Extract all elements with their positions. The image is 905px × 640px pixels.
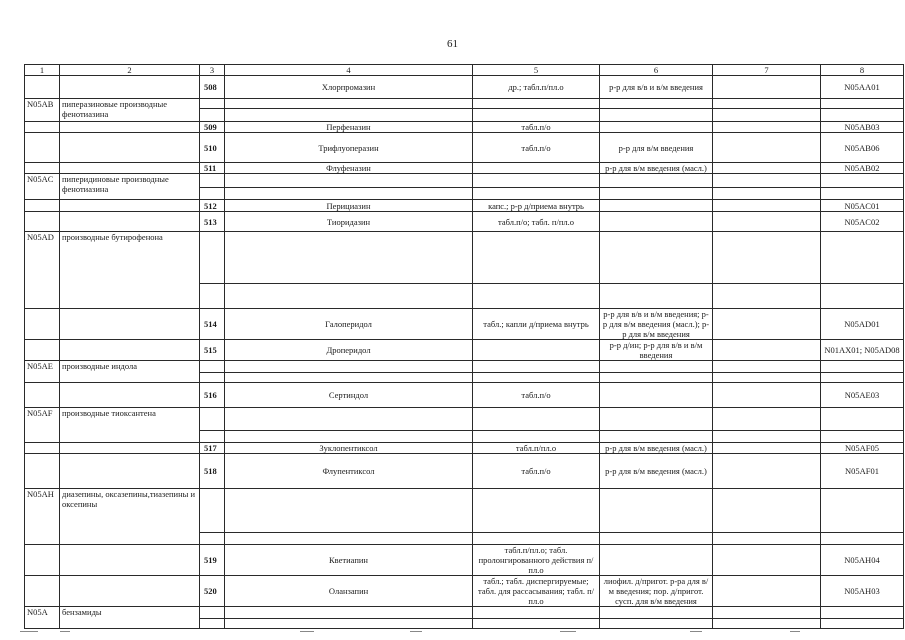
column-header: 7 — [713, 65, 821, 76]
empty-cell — [200, 619, 225, 629]
empty-cell — [473, 188, 600, 200]
empty-cell — [473, 232, 600, 284]
empty-cell — [600, 431, 713, 443]
dosage-form: табл.п/о — [473, 133, 600, 163]
empty-cell — [60, 576, 200, 607]
empty-cell — [225, 373, 473, 383]
empty-cell — [60, 309, 200, 340]
empty-cell — [225, 174, 473, 188]
empty-cell — [473, 361, 600, 373]
group-row — [25, 99, 904, 109]
empty-cell — [60, 454, 200, 489]
drug-row — [25, 163, 904, 174]
empty-cell — [25, 340, 60, 361]
dosage-form: табл.п/пл.о — [473, 443, 600, 454]
empty-cell — [25, 133, 60, 163]
empty-cell — [25, 76, 60, 99]
empty-cell — [473, 607, 600, 619]
drug-name: Перициазин — [225, 200, 473, 212]
dosage-form: табл.п/о — [473, 122, 600, 133]
empty-cell — [473, 109, 600, 122]
atc-code: N05AC01 — [821, 200, 904, 212]
empty-cell — [60, 212, 200, 232]
empty-cell — [60, 76, 200, 99]
empty-cell — [713, 619, 821, 629]
empty-cell — [821, 431, 904, 443]
empty-cell — [25, 212, 60, 232]
empty-cell — [225, 533, 473, 545]
group-description: пиперазиновые производные фенотиазина — [60, 99, 200, 122]
empty-cell — [25, 576, 60, 607]
empty-cell — [473, 489, 600, 533]
group-description: производные бутирофенона — [60, 232, 200, 309]
empty-cell — [713, 109, 821, 122]
empty-cell — [473, 174, 600, 188]
group-code: N05AH — [25, 489, 60, 545]
empty-cell — [713, 174, 821, 188]
group-code: N05AD — [25, 232, 60, 309]
drug-number: 519 — [200, 545, 225, 576]
drug-number: 512 — [200, 200, 225, 212]
atc-code: N01AX01; N05AD08 — [821, 340, 904, 361]
injection-form — [600, 545, 713, 576]
empty-cell — [821, 373, 904, 383]
group-description: производные тиоксантена — [60, 408, 200, 443]
empty-cell — [713, 188, 821, 200]
drug-number: 509 — [200, 122, 225, 133]
empty-cell — [25, 454, 60, 489]
drug-number: 516 — [200, 383, 225, 408]
empty-cell — [25, 309, 60, 340]
empty-cell — [713, 76, 821, 99]
dosage-form: табл.п/пл.о; табл. пролонгированного действия п/пл.о — [473, 545, 600, 576]
empty-cell — [713, 361, 821, 373]
empty-cell — [713, 408, 821, 431]
drug-row — [25, 122, 904, 133]
empty-cell — [200, 232, 225, 284]
group-description: диазепины, оксазепины,тиазепины и оксепины — [60, 489, 200, 545]
empty-cell — [713, 545, 821, 576]
empty-cell — [200, 533, 225, 545]
empty-cell — [713, 200, 821, 212]
group-description: бензамиды — [60, 607, 200, 629]
empty-cell — [713, 284, 821, 309]
empty-cell — [473, 431, 600, 443]
empty-cell — [600, 373, 713, 383]
dosage-form: табл.п/о — [473, 454, 600, 489]
empty-cell — [225, 607, 473, 619]
column-header: 5 — [473, 65, 600, 76]
empty-cell — [200, 373, 225, 383]
empty-cell — [713, 340, 821, 361]
atc-code: N05AE03 — [821, 383, 904, 408]
empty-cell — [60, 200, 200, 212]
empty-cell — [713, 607, 821, 619]
drug-row — [25, 309, 904, 340]
empty-cell — [200, 489, 225, 533]
dosage-form: табл.; капли д/приема внутрь — [473, 309, 600, 340]
empty-cell — [713, 576, 821, 607]
empty-cell — [200, 109, 225, 122]
empty-cell — [600, 232, 713, 284]
atc-code: N05AH03 — [821, 576, 904, 607]
empty-cell — [225, 431, 473, 443]
drug-row — [25, 200, 904, 212]
drug-row — [25, 545, 904, 576]
empty-cell — [200, 607, 225, 619]
drug-number: 514 — [200, 309, 225, 340]
group-row — [25, 408, 904, 431]
drug-number: 508 — [200, 76, 225, 99]
atc-code: N05AB02 — [821, 163, 904, 174]
column-header: 1 — [25, 65, 60, 76]
empty-cell — [713, 99, 821, 109]
empty-cell — [225, 232, 473, 284]
injection-form — [600, 383, 713, 408]
empty-cell — [600, 188, 713, 200]
empty-cell — [200, 188, 225, 200]
empty-cell — [60, 340, 200, 361]
drug-number: 513 — [200, 212, 225, 232]
drug-number: 511 — [200, 163, 225, 174]
empty-cell — [60, 545, 200, 576]
empty-cell — [225, 489, 473, 533]
table-header-row — [25, 65, 904, 76]
empty-cell — [713, 533, 821, 545]
empty-cell — [821, 188, 904, 200]
drug-row — [25, 383, 904, 408]
group-row — [25, 174, 904, 188]
atc-code: N05AH04 — [821, 545, 904, 576]
empty-cell — [200, 174, 225, 188]
empty-cell — [225, 619, 473, 629]
injection-form: р-р для в/м введения (масл.) — [600, 454, 713, 489]
empty-cell — [821, 619, 904, 629]
dosage-form — [473, 340, 600, 361]
group-row — [25, 232, 904, 284]
column-header: 6 — [600, 65, 713, 76]
empty-cell — [60, 443, 200, 454]
group-code: N05A — [25, 607, 60, 629]
dosage-form: капс.; р-р д/приема внутрь — [473, 200, 600, 212]
drug-name: Перфеназин — [225, 122, 473, 133]
drug-name: Зуклопентиксол — [225, 443, 473, 454]
empty-cell — [473, 408, 600, 431]
atc-code: N05AD01 — [821, 309, 904, 340]
empty-cell — [200, 361, 225, 373]
empty-cell — [600, 174, 713, 188]
empty-cell — [225, 408, 473, 431]
injection-form — [600, 122, 713, 133]
empty-cell — [821, 284, 904, 309]
drug-number: 510 — [200, 133, 225, 163]
injection-form: р-р для в/в и в/м введения — [600, 76, 713, 99]
empty-cell — [713, 232, 821, 284]
injection-form: р-р для в/в и в/м введения; р-р для в/м введения (масл.); р-р для в/м введения — [600, 309, 713, 340]
empty-cell — [60, 383, 200, 408]
empty-cell — [821, 232, 904, 284]
empty-cell — [225, 109, 473, 122]
injection-form: р-р для в/м введения — [600, 133, 713, 163]
drug-name: Флуфеназин — [225, 163, 473, 174]
empty-cell — [600, 99, 713, 109]
empty-cell — [473, 373, 600, 383]
drug-row — [25, 212, 904, 232]
group-code: N05AB — [25, 99, 60, 122]
empty-cell — [200, 99, 225, 109]
empty-cell — [821, 174, 904, 188]
injection-form: р-р для в/м введения (масл.) — [600, 443, 713, 454]
injection-form: р-р для в/м введения (масл.) — [600, 163, 713, 174]
drug-name: Тиоридазин — [225, 212, 473, 232]
empty-cell — [713, 122, 821, 133]
drug-name: Флупентиксол — [225, 454, 473, 489]
atc-code: N05AB03 — [821, 122, 904, 133]
empty-cell — [821, 361, 904, 373]
group-row — [25, 361, 904, 373]
empty-cell — [225, 99, 473, 109]
empty-cell — [821, 533, 904, 545]
empty-cell — [25, 383, 60, 408]
atc-code: N05AC02 — [821, 212, 904, 232]
empty-cell — [473, 619, 600, 629]
empty-cell — [821, 99, 904, 109]
column-header: 3 — [200, 65, 225, 76]
empty-cell — [25, 200, 60, 212]
empty-cell — [25, 163, 60, 174]
dosage-form: табл.; табл. диспергируемые; табл. для рассасывания; табл. п/пл.о — [473, 576, 600, 607]
empty-cell — [713, 431, 821, 443]
empty-cell — [713, 454, 821, 489]
empty-cell — [713, 133, 821, 163]
empty-cell — [600, 109, 713, 122]
empty-cell — [225, 361, 473, 373]
drug-name: Сертиндол — [225, 383, 473, 408]
drug-number: 518 — [200, 454, 225, 489]
drug-name: Галоперидол — [225, 309, 473, 340]
dosage-form: др.; табл.п/пл.о — [473, 76, 600, 99]
group-row — [25, 489, 904, 533]
empty-cell — [25, 545, 60, 576]
empty-cell — [713, 489, 821, 533]
empty-cell — [600, 361, 713, 373]
empty-cell — [713, 383, 821, 408]
atc-code: N05AF01 — [821, 454, 904, 489]
group-description: производные индола — [60, 361, 200, 383]
empty-cell — [25, 443, 60, 454]
empty-cell — [600, 408, 713, 431]
empty-cell — [200, 284, 225, 309]
drug-number: 515 — [200, 340, 225, 361]
injection-form: р-р д/ин; р-р для в/в и в/м введения — [600, 340, 713, 361]
empty-cell — [200, 431, 225, 443]
empty-cell — [713, 443, 821, 454]
drug-row — [25, 340, 904, 361]
empty-cell — [60, 133, 200, 163]
atc-code: N05AB06 — [821, 133, 904, 163]
empty-cell — [60, 163, 200, 174]
empty-cell — [600, 284, 713, 309]
empty-cell — [600, 619, 713, 629]
injection-form: лиофил. д/пригот. р-ра для в/м введения; пор. д/пригот. сусп. для в/м введения — [600, 576, 713, 607]
empty-cell — [821, 607, 904, 619]
empty-cell — [25, 122, 60, 133]
empty-cell — [713, 373, 821, 383]
drug-row — [25, 443, 904, 454]
empty-cell — [225, 188, 473, 200]
group-code: N05AC — [25, 174, 60, 200]
empty-cell — [713, 163, 821, 174]
dosage-form — [473, 163, 600, 174]
empty-cell — [200, 408, 225, 431]
drug-name: Дроперидол — [225, 340, 473, 361]
empty-cell — [821, 489, 904, 533]
column-header: 8 — [821, 65, 904, 76]
drug-table — [24, 64, 904, 629]
dosage-form: табл.п/о — [473, 383, 600, 408]
group-code: N05AF — [25, 408, 60, 443]
drug-row — [25, 133, 904, 163]
drug-name: Оланзапин — [225, 576, 473, 607]
empty-cell — [473, 284, 600, 309]
group-description: пиперидиновые производные фенотиазина — [60, 174, 200, 200]
group-code: N05AE — [25, 361, 60, 383]
page-number: 61 — [447, 38, 458, 50]
drug-number: 520 — [200, 576, 225, 607]
drug-row — [25, 454, 904, 489]
empty-cell — [713, 212, 821, 232]
scan-edge-marks — [0, 631, 905, 637]
drug-name: Кветиапин — [225, 545, 473, 576]
atc-code: N05AF05 — [821, 443, 904, 454]
empty-cell — [473, 99, 600, 109]
column-header: 4 — [225, 65, 473, 76]
empty-cell — [600, 533, 713, 545]
column-header: 2 — [60, 65, 200, 76]
drug-name: Хлорпромазин — [225, 76, 473, 99]
drug-row — [25, 76, 904, 99]
group-row — [25, 607, 904, 619]
empty-cell — [600, 607, 713, 619]
injection-form — [600, 212, 713, 232]
empty-cell — [60, 122, 200, 133]
drug-row — [25, 576, 904, 607]
drug-number: 517 — [200, 443, 225, 454]
injection-form — [600, 200, 713, 212]
empty-cell — [821, 109, 904, 122]
empty-cell — [600, 489, 713, 533]
empty-cell — [713, 309, 821, 340]
atc-code: N05AA01 — [821, 76, 904, 99]
empty-cell — [225, 284, 473, 309]
dosage-form: табл.п/о; табл. п/пл.о — [473, 212, 600, 232]
drug-name: Трифлуоперазин — [225, 133, 473, 163]
empty-cell — [821, 408, 904, 431]
empty-cell — [473, 533, 600, 545]
